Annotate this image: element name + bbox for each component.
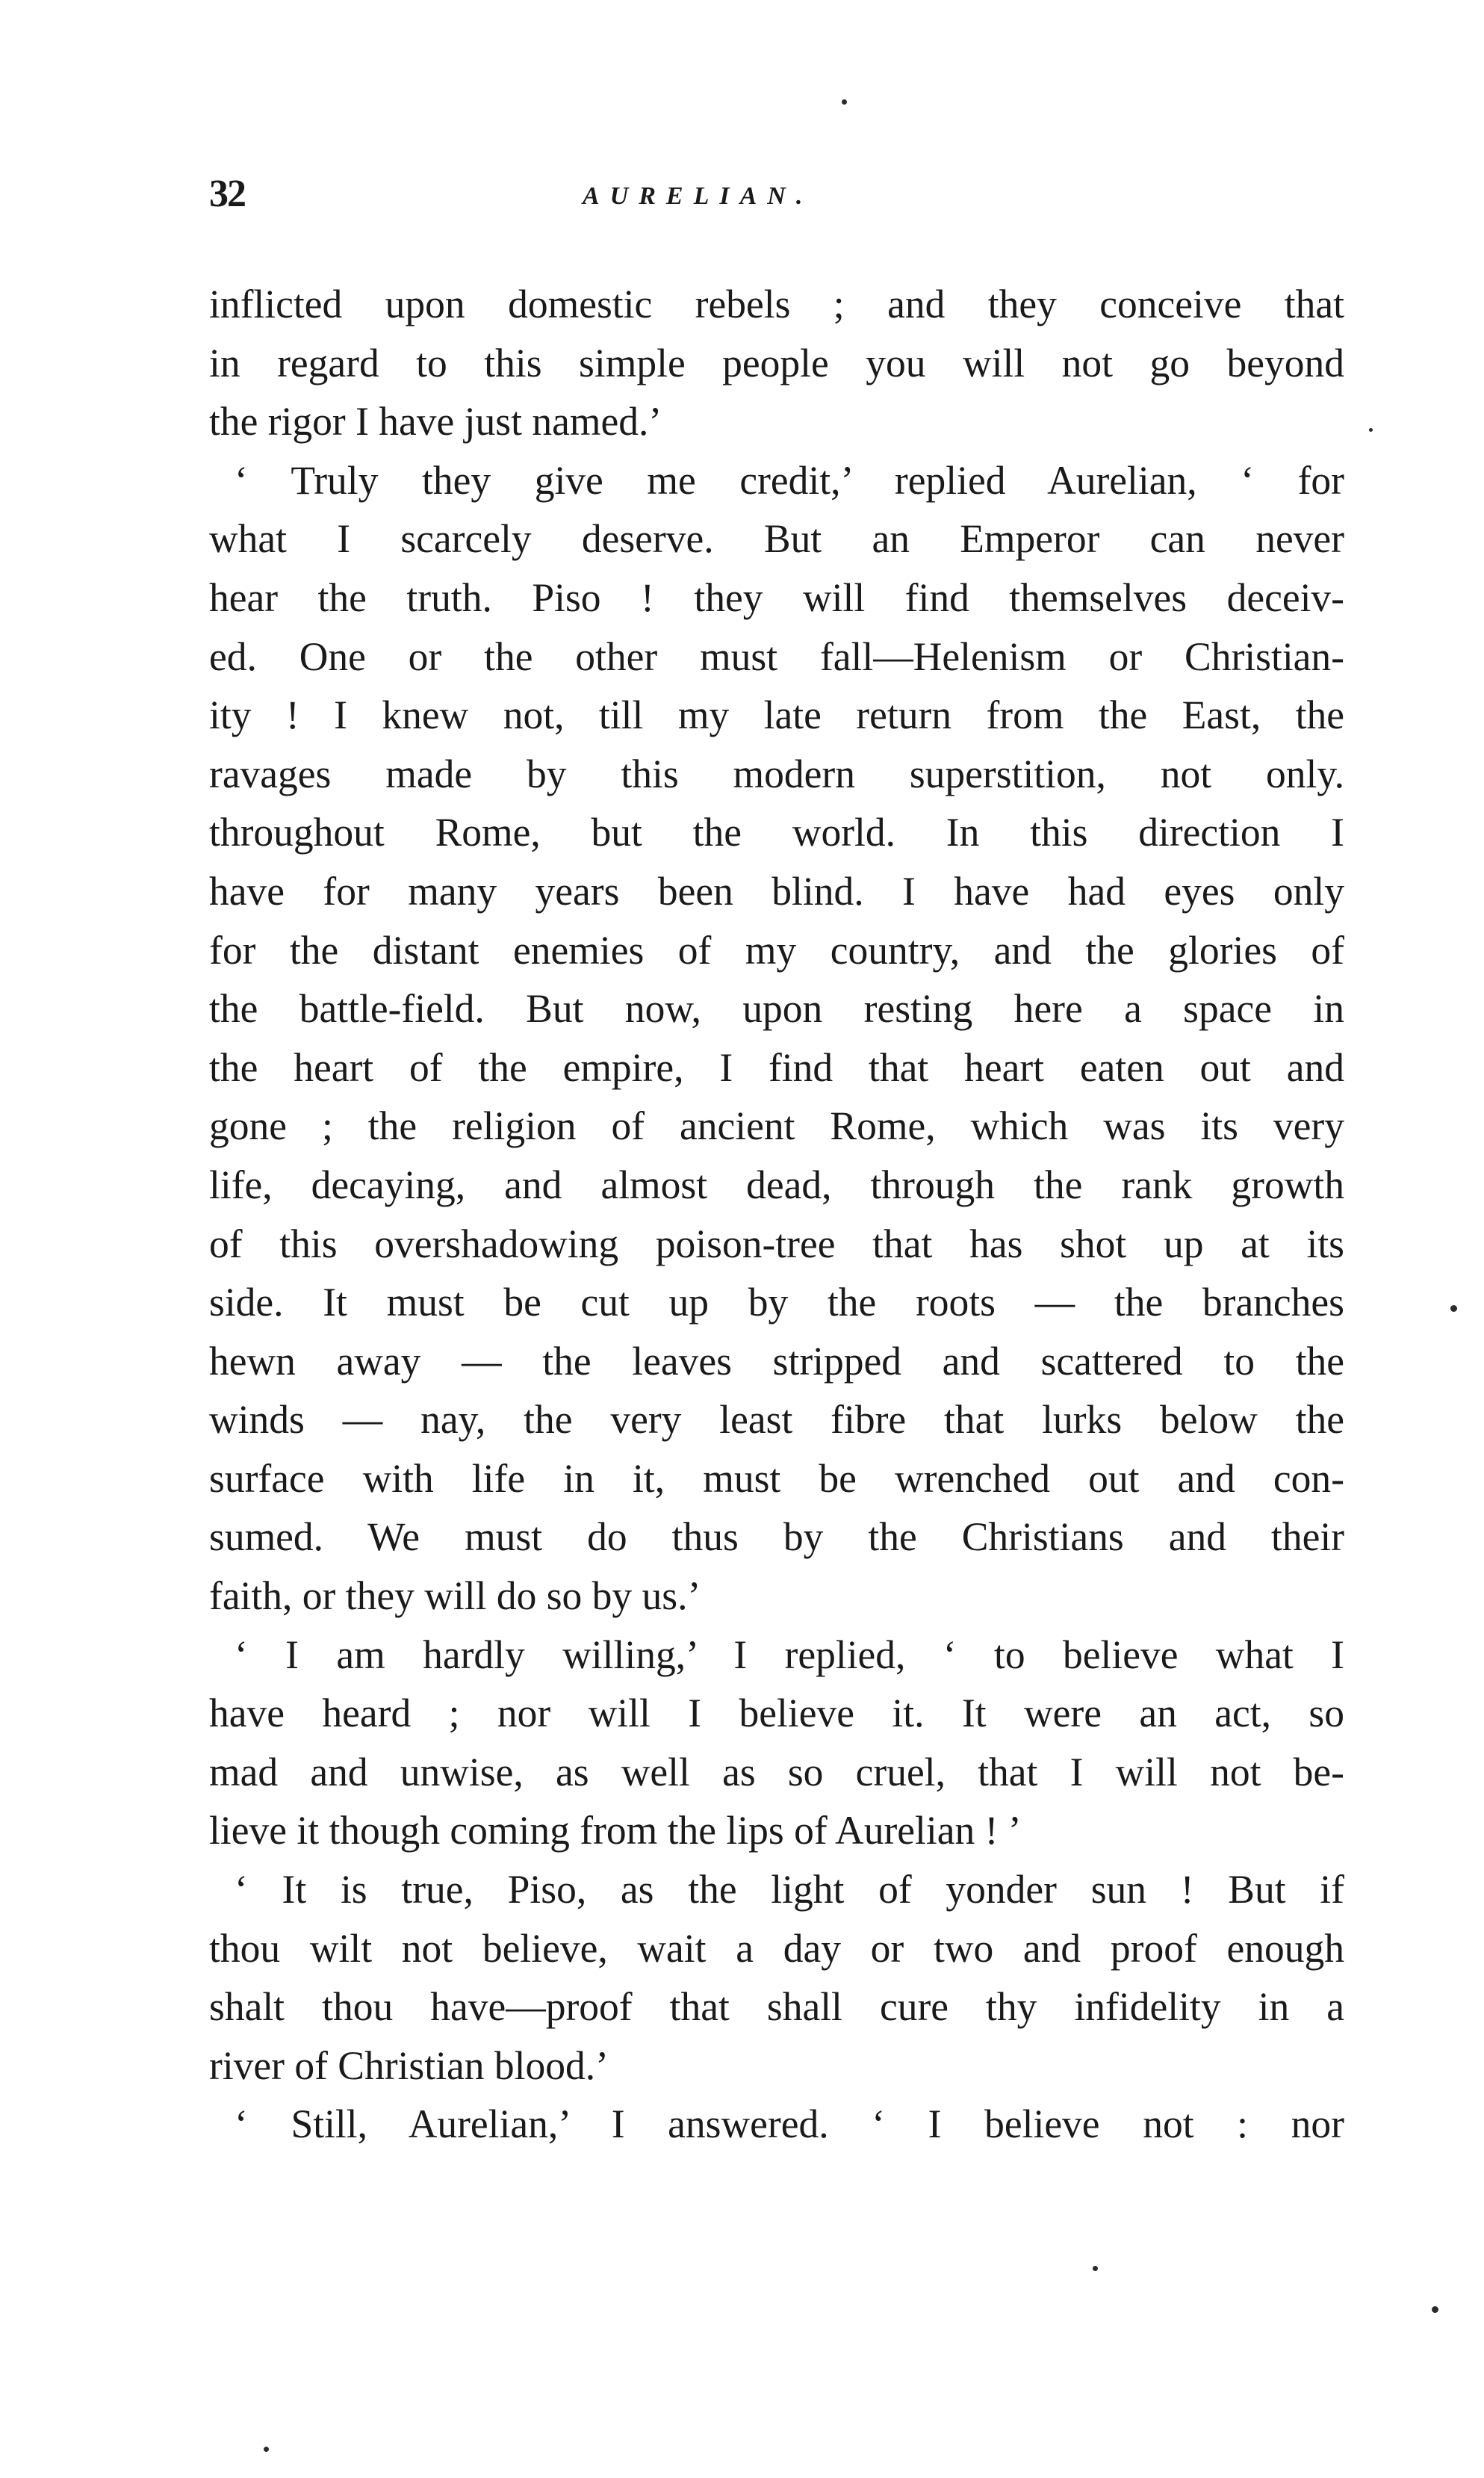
text-line: mad and unwise, as well as so cruel, that I will not be- [209, 1749, 1344, 1794]
text-line: winds — nay, the very least fibre that lurks below the [209, 1397, 1344, 1443]
ink-speck [1450, 1305, 1457, 1312]
text-line: hewn away — the leaves stripped and scattered to the [209, 1338, 1344, 1384]
text-line: lieve it though coming from the lips of Aurelian ! ’ [209, 1808, 1022, 1853]
text-line: in regard to this simple people you will not go beyond [209, 340, 1344, 385]
ink-speck [842, 99, 847, 105]
text-line: the battle-field. But now, upon resting here a space in [209, 986, 1344, 1032]
text-line: ‘ It is true, Piso, as the light of yonder sun ! But if [235, 1867, 1344, 1912]
text-line: the heart of the empire, I find that heart eaten out and [209, 1044, 1344, 1090]
text-line: have heard ; nor will I believe it. It were an act, so [209, 1691, 1344, 1736]
text-line: faith, or they will do so by us.’ [209, 1573, 701, 1619]
ink-speck [1432, 2306, 1438, 2313]
text-line: ity ! I knew not, till my late return from the East, the [209, 693, 1344, 738]
text-line: for the distant enemies of my country, and the glories of [209, 927, 1344, 973]
text-line: river of Christian blood.’ [209, 2042, 609, 2088]
page-header [209, 172, 1344, 239]
page-number: 32 [209, 173, 245, 215]
ink-speck [1093, 2266, 1098, 2271]
text-line: inflicted upon domestic rebels ; and they conceive that [209, 282, 1344, 326]
text-line: surface with life in it, must be wrenched out and con- [209, 1455, 1344, 1501]
text-line: gone ; the religion of ancient Rome, which was its very [209, 1103, 1344, 1149]
text-line: have for many years been blind. I have had eyes only [209, 868, 1344, 914]
ink-speck [1369, 428, 1373, 432]
text-line: ‘ Truly they give me credit,’ replied Aurelian, ‘ for [235, 457, 1344, 503]
running-title: AURELIAN. [583, 182, 813, 210]
text-line: thou wilt not believe, wait a day or two and proof enough [209, 1925, 1344, 1971]
text-line: life, decaying, and almost dead, through the rank growth [209, 1162, 1344, 1207]
text-line: ravages made by this modern superstition, not only. [209, 751, 1344, 796]
body-text [209, 275, 1344, 2154]
text-line: the rigor I have just named.’ [209, 399, 662, 445]
text-line: ‘ I am hardly willing,’ I replied, ‘ to believe what I [235, 1632, 1344, 1677]
text-line: side. It must be cut up by the roots — the branches [209, 1280, 1344, 1325]
text-line: ‘ Still, Aurelian,’ I answered. ‘ I believe not : nor [235, 2101, 1344, 2147]
ink-speck [264, 2447, 269, 2452]
text-line: shalt thou have—proof that shall cure thy infidelity in a [209, 1984, 1344, 2030]
text-line: throughout Rome, but the world. In this direction I [209, 810, 1344, 855]
text-line: sumed. We must do thus by the Christians and their [209, 1514, 1344, 1560]
text-line: of this overshadowing poison-tree that has shot up at its [209, 1221, 1344, 1266]
text-line: ed. One or the other must fall—Helenism or Christian- [209, 634, 1344, 679]
text-line: hear the truth. Piso ! they will find themselves deceiv- [209, 574, 1344, 620]
text-line: what I scarcely deserve. But an Emperor can never [209, 516, 1344, 562]
